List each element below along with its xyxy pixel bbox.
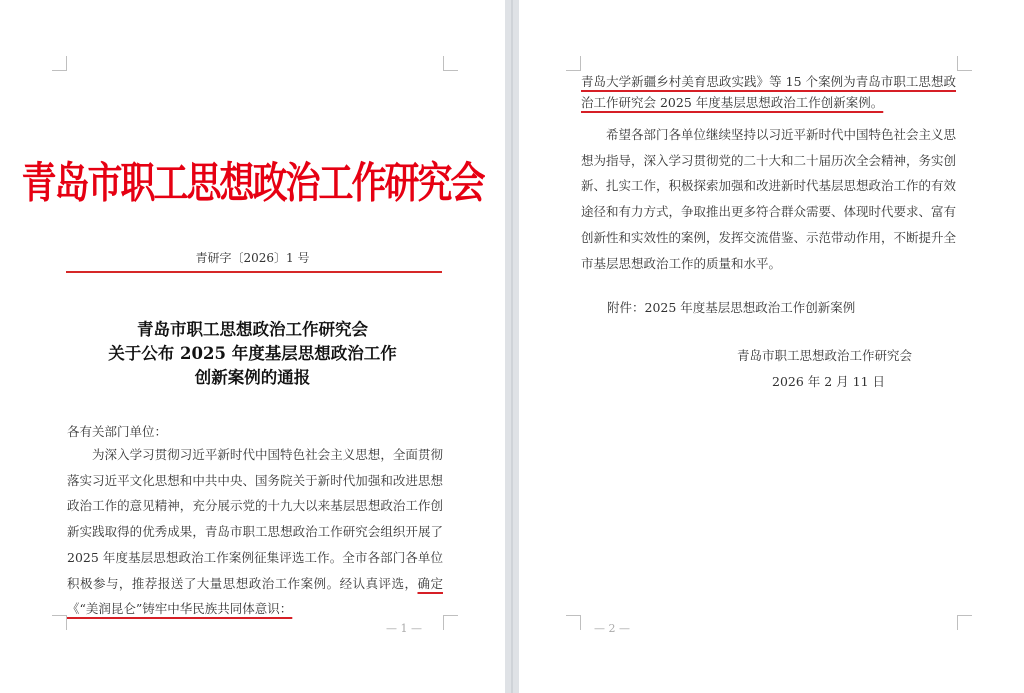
document-number: 青研字〔2026〕1 号 — [195, 251, 310, 265]
continued-highlight-paragraph — [581, 71, 956, 113]
crop-mark-bottom-left — [52, 615, 67, 630]
salutation: 各有关部门单位： — [67, 424, 168, 439]
crop-mark-top-left — [566, 56, 581, 71]
red-header-title: 青岛市职工思想政治工作研究会 — [21, 159, 484, 209]
crop-mark-top-right — [957, 56, 972, 71]
heading-line-1: 青岛市职工思想政治工作研究会 — [137, 320, 368, 339]
signature-date: 2026 年 2 月 11 日 — [772, 374, 886, 389]
expectation-paragraph: 希望各部门各单位继续坚持以习近平新时代中国特色社会主义思想为指导，深入学习贯彻党的二十大和二十届历次全会精神，务实创新、扎实工作，积极探索加强和改进新时代基层思想政治工作的有效途径和有力方式，争取推出更多符合群众需要、体现时代要求、富有创新性和实效性的案例，发挥交流借鉴、示范带动作用，不断提升全市基层思想政治工作的质量和水平。 — [581, 127, 957, 271]
document-page-1 — [0, 0, 505, 693]
attachment-line: 附件：2025 年度基层思想政治工作创新案例 — [607, 300, 856, 315]
red-separator-line — [66, 271, 442, 273]
page-number-2: — 2 — — [594, 622, 630, 635]
heading-line-2: 关于公布 2025 年度基层思想政治工作 — [108, 344, 397, 363]
signature-organization: 青岛市职工思想政治工作研究会 — [737, 348, 913, 363]
crop-mark-bottom-right — [957, 615, 972, 630]
crop-mark-top-right — [443, 56, 458, 71]
page-gap — [505, 0, 519, 693]
body-paragraph — [67, 442, 443, 622]
crop-mark-bottom-right — [443, 615, 458, 630]
document-heading — [0, 318, 505, 390]
page-number: — 1 — — [386, 622, 422, 635]
body-text: 为深入学习贯彻习近平新时代中国特色社会主义思想，全面贯彻落实习近平文化思想和中共中央、国务院关于新时代加强和改进思想政治工作的意见精神，充分展示党的十九大以来基层思想政治工作创新实践取得的优秀成果，青岛市职工思想政治工作研究会组织开展了 2025 年度基层思想政治工作案例征集评选工作。全市各部门各单位积极参与，推荐报送了大量思想政治工作案例。经认真评选， — [67, 447, 443, 591]
crop-mark-top-left — [52, 56, 67, 71]
highlighted-case-title: 确定《“美润昆仑”铸牢中华民族共同体意识： — [67, 575, 443, 617]
crop-mark-bottom-left — [566, 615, 581, 630]
highlighted-case-continuation: 青岛大学新疆乡村美育思政实践》等 15 个案例为青岛市职工思想政治工作研究会 2025 年度基层思想政治工作创新案例。 — [581, 74, 956, 110]
heading-line-3: 创新案例的通报 — [194, 368, 311, 387]
